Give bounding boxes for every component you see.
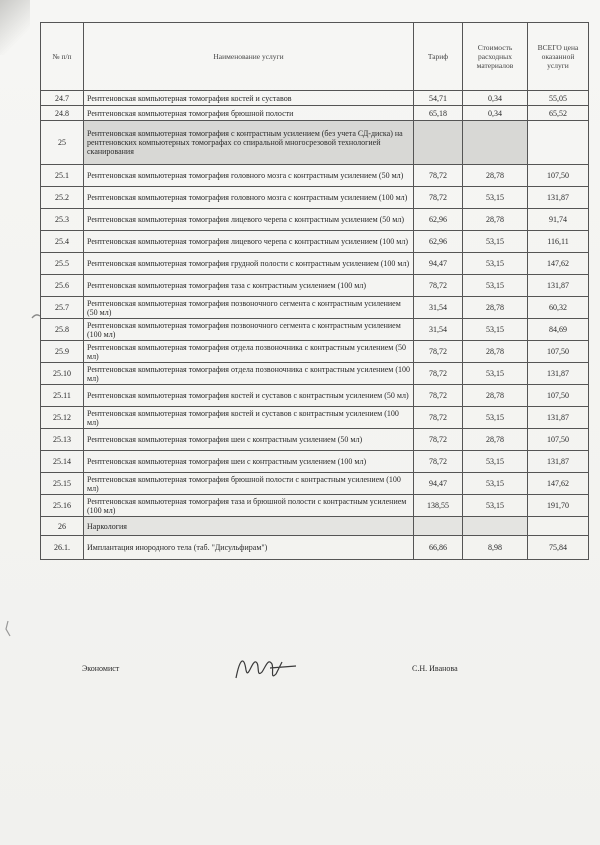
row-tariff: 31,54 bbox=[414, 319, 463, 341]
row-total bbox=[528, 121, 589, 165]
row-service-name: Рентгеновская компьютерная томография костей и суставов с контрастным усилением (100 мл) bbox=[84, 407, 414, 429]
row-service-name: Рентгеновская компьютерная томография брюшной полости с контрастным усилением (100 мл) bbox=[84, 473, 414, 495]
row-total: 107,50 bbox=[528, 385, 589, 407]
row-tariff: 78,72 bbox=[414, 407, 463, 429]
row-tariff: 62,96 bbox=[414, 209, 463, 231]
header-total: ВСЕГО цена оказанной услуги bbox=[528, 23, 589, 91]
row-tariff: 78,72 bbox=[414, 187, 463, 209]
table-row bbox=[41, 187, 589, 209]
table-row bbox=[41, 385, 589, 407]
row-number: 25.11 bbox=[41, 385, 84, 407]
table-row bbox=[41, 231, 589, 253]
table-row bbox=[41, 495, 589, 517]
table-row bbox=[41, 451, 589, 473]
row-total: 84,69 bbox=[528, 319, 589, 341]
row-service-name: Рентгеновская компьютерная томография отдела позвоночника с контрастным усилением (50 мл) bbox=[84, 341, 414, 363]
row-materials-cost: 53,15 bbox=[463, 231, 528, 253]
table-row bbox=[41, 121, 589, 165]
row-total: 131,87 bbox=[528, 407, 589, 429]
row-number: 25 bbox=[41, 121, 84, 165]
row-tariff: 54,71 bbox=[414, 91, 463, 106]
row-number: 25.13 bbox=[41, 429, 84, 451]
row-service-name: Рентгеновская компьютерная томография костей и суставов bbox=[84, 91, 414, 106]
row-total: 131,87 bbox=[528, 451, 589, 473]
row-total: 107,50 bbox=[528, 429, 589, 451]
row-number: 25.8 bbox=[41, 319, 84, 341]
row-service-name: Рентгеновская компьютерная томография лицевого черепа с контрастным усилением (50 мл) bbox=[84, 209, 414, 231]
row-number: 25.16 bbox=[41, 495, 84, 517]
signer-position: Экономист bbox=[82, 664, 120, 673]
row-total: 55,05 bbox=[528, 91, 589, 106]
row-materials-cost: 28,78 bbox=[463, 165, 528, 187]
row-total: 131,87 bbox=[528, 275, 589, 297]
header-number: № п/п bbox=[41, 23, 84, 91]
row-service-name: Рентгеновская компьютерная томография шеи с контрастным усилением (100 мл) bbox=[84, 451, 414, 473]
row-number: 26 bbox=[41, 517, 84, 536]
row-materials-cost bbox=[463, 517, 528, 536]
row-materials-cost: 8,98 bbox=[463, 536, 528, 560]
row-number: 25.14 bbox=[41, 451, 84, 473]
binder-mark-icon bbox=[2, 620, 14, 638]
row-total: 65,52 bbox=[528, 106, 589, 121]
row-number: 25.4 bbox=[41, 231, 84, 253]
table-row bbox=[41, 363, 589, 385]
table-row bbox=[41, 209, 589, 231]
header-service-name: Наименование услуги bbox=[84, 23, 414, 91]
row-tariff: 66,86 bbox=[414, 536, 463, 560]
table-row bbox=[41, 253, 589, 275]
row-total: 131,87 bbox=[528, 363, 589, 385]
row-tariff: 62,96 bbox=[414, 231, 463, 253]
table-row bbox=[41, 165, 589, 187]
signature-block bbox=[82, 660, 502, 700]
row-number: 25.5 bbox=[41, 253, 84, 275]
row-total: 60,32 bbox=[528, 297, 589, 319]
row-tariff: 78,72 bbox=[414, 363, 463, 385]
row-materials-cost: 0,34 bbox=[463, 91, 528, 106]
row-total: 131,87 bbox=[528, 187, 589, 209]
row-number: 26.1. bbox=[41, 536, 84, 560]
row-service-name: Наркология bbox=[84, 517, 414, 536]
table-row bbox=[41, 106, 589, 121]
row-materials-cost: 28,78 bbox=[463, 297, 528, 319]
handwritten-signature bbox=[230, 648, 300, 688]
row-materials-cost: 0,34 bbox=[463, 106, 528, 121]
row-tariff: 78,72 bbox=[414, 275, 463, 297]
row-tariff bbox=[414, 121, 463, 165]
row-materials-cost: 28,78 bbox=[463, 429, 528, 451]
row-total: 107,50 bbox=[528, 165, 589, 187]
header-tariff: Тариф bbox=[414, 23, 463, 91]
row-total: 75,84 bbox=[528, 536, 589, 560]
row-tariff: 94,47 bbox=[414, 253, 463, 275]
row-materials-cost: 53,15 bbox=[463, 363, 528, 385]
row-tariff: 78,72 bbox=[414, 341, 463, 363]
row-service-name: Рентгеновская компьютерная томография костей и суставов с контрастным усилением (50 мл) bbox=[84, 385, 414, 407]
signer-name: С.Н. Иванова bbox=[412, 664, 458, 673]
row-number: 25.1 bbox=[41, 165, 84, 187]
row-materials-cost: 53,15 bbox=[463, 275, 528, 297]
table-row bbox=[41, 473, 589, 495]
row-materials-cost: 53,15 bbox=[463, 319, 528, 341]
row-total: 116,11 bbox=[528, 231, 589, 253]
row-service-name: Рентгеновская компьютерная томография позвоночного сегмента с контрастным усилением (100 мл) bbox=[84, 319, 414, 341]
row-tariff: 138,55 bbox=[414, 495, 463, 517]
price-table bbox=[40, 22, 589, 560]
header-materials-cost: Стоимость расходных материалов bbox=[463, 23, 528, 91]
row-number: 24.8 bbox=[41, 106, 84, 121]
row-tariff: 31,54 bbox=[414, 297, 463, 319]
row-total: 91,74 bbox=[528, 209, 589, 231]
table-row bbox=[41, 429, 589, 451]
row-materials-cost: 53,15 bbox=[463, 473, 528, 495]
row-total: 147,62 bbox=[528, 253, 589, 275]
row-number: 25.12 bbox=[41, 407, 84, 429]
row-materials-cost: 53,15 bbox=[463, 407, 528, 429]
row-service-name: Рентгеновская компьютерная томография таза и брюшной полости с контрастным усилением (100 мл) bbox=[84, 495, 414, 517]
row-total: 191,70 bbox=[528, 495, 589, 517]
row-tariff: 78,72 bbox=[414, 451, 463, 473]
row-number: 25.2 bbox=[41, 187, 84, 209]
row-number: 25.10 bbox=[41, 363, 84, 385]
row-number: 25.3 bbox=[41, 209, 84, 231]
table-row bbox=[41, 91, 589, 106]
row-number: 25.9 bbox=[41, 341, 84, 363]
row-materials-cost: 53,15 bbox=[463, 451, 528, 473]
row-materials-cost bbox=[463, 121, 528, 165]
scan-corner-shadow bbox=[0, 0, 30, 55]
row-total: 107,50 bbox=[528, 341, 589, 363]
row-tariff: 78,72 bbox=[414, 385, 463, 407]
row-tariff: 78,72 bbox=[414, 429, 463, 451]
table-row bbox=[41, 536, 589, 560]
table-row bbox=[41, 517, 589, 536]
row-service-name: Имплантация инородного тела (таб. "Дисульфирам") bbox=[84, 536, 414, 560]
row-materials-cost: 53,15 bbox=[463, 187, 528, 209]
row-number: 25.6 bbox=[41, 275, 84, 297]
table-row bbox=[41, 407, 589, 429]
row-tariff bbox=[414, 517, 463, 536]
row-service-name: Рентгеновская компьютерная томография брюшной полости bbox=[84, 106, 414, 121]
table-row bbox=[41, 275, 589, 297]
row-service-name: Рентгеновская компьютерная томография грудной полости с контрастным усилением (100 мл) bbox=[84, 253, 414, 275]
table-row bbox=[41, 297, 589, 319]
row-service-name: Рентгеновская компьютерная томография лицевого черепа с контрастным усилением (100 мл) bbox=[84, 231, 414, 253]
row-number: 25.7 bbox=[41, 297, 84, 319]
row-number: 25.15 bbox=[41, 473, 84, 495]
row-number: 24.7 bbox=[41, 91, 84, 106]
row-service-name: Рентгеновская компьютерная томография таза с контрастным усилением (100 мл) bbox=[84, 275, 414, 297]
table-row bbox=[41, 341, 589, 363]
row-service-name: Рентгеновская компьютерная томография шеи с контрастным усилением (50 мл) bbox=[84, 429, 414, 451]
row-materials-cost: 53,15 bbox=[463, 495, 528, 517]
row-materials-cost: 28,78 bbox=[463, 341, 528, 363]
row-service-name: Рентгеновская компьютерная томография с контрастным усилением (без учета СД-диска) на рентгеновских компьютерных томографах со спиральной многосрезовой технологией сканирования bbox=[84, 121, 414, 165]
row-materials-cost: 28,78 bbox=[463, 209, 528, 231]
table-row bbox=[41, 319, 589, 341]
row-materials-cost: 53,15 bbox=[463, 253, 528, 275]
row-service-name: Рентгеновская компьютерная томография головного мозга с контрастным усилением (100 мл) bbox=[84, 187, 414, 209]
row-tariff: 94,47 bbox=[414, 473, 463, 495]
table-header-row bbox=[41, 23, 589, 91]
row-tariff: 65,18 bbox=[414, 106, 463, 121]
row-tariff: 78,72 bbox=[414, 165, 463, 187]
row-total bbox=[528, 517, 589, 536]
table-body bbox=[41, 91, 589, 560]
row-service-name: Рентгеновская компьютерная томография головного мозга с контрастным усилением (50 мл) bbox=[84, 165, 414, 187]
row-service-name: Рентгеновская компьютерная томография позвоночного сегмента с контрастным усилением (50 мл) bbox=[84, 297, 414, 319]
row-service-name: Рентгеновская компьютерная томография отдела позвоночника с контрастным усилением (100 мл) bbox=[84, 363, 414, 385]
row-materials-cost: 28,78 bbox=[463, 385, 528, 407]
row-total: 147,62 bbox=[528, 473, 589, 495]
